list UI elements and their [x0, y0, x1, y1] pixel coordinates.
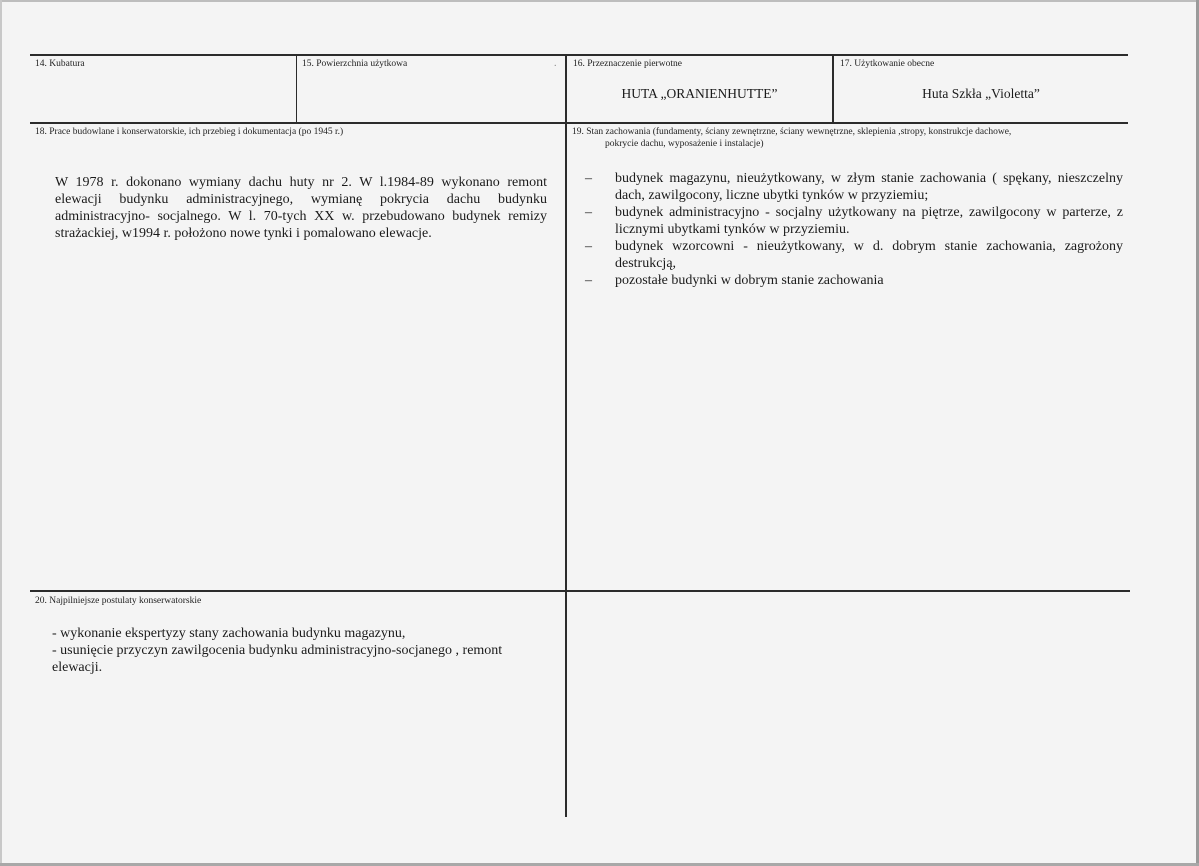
stray-mark: .: [554, 58, 557, 69]
list-item-text: pozostałe budynki w dobrym stanie zachowania: [615, 273, 884, 288]
field-20-label: 20. Najpilniejsze postulaty konserwatorskie: [35, 596, 202, 606]
list-item: [585, 204, 1123, 238]
rule-mid-upper: [30, 122, 1128, 124]
list-item: [585, 272, 1123, 289]
field-20-postulates: [52, 625, 522, 676]
list-item: [585, 170, 1123, 204]
field-19-label-line1: 19. Stan zachowania (fundamenty, ściany zewnętrzne, ściany wewnętrzne, sklepienia ,stropy, konstrukcje dachowe,: [572, 127, 1012, 137]
field-18-text: W 1978 r. dokonano wymiany dachu huty nr 2. W l.1984-89 wykonano remont elewacji budynku administracyjnego, wymianę pokrycia dachu budynku administracyjno- socjalnego. W l. 70-tych XX w. przebudowano budynek remizy strażackiej, w1994 r. położono nowe tynki i pomalowano elewacje.: [55, 175, 547, 241]
field-18-label: 18. Prace budowlane i konserwatorskie, ich przebieg i dokumentacja (po 1945 r.): [35, 127, 344, 137]
field-16-label: 16. Przeznaczenie pierwotne: [573, 59, 682, 69]
field-19-condition-list: [585, 170, 1123, 289]
field-16-value: HUTA „ORANIENHUTTE”: [621, 86, 778, 101]
list-item-text: budynek wzorcowni - nieużytkowany, w d. dobrym stanie zachowania, zagrożony destrukcją,: [615, 239, 1123, 271]
rule-top: [30, 54, 1128, 56]
list-item-text: budynek magazynu, nieużytkowany, w złym stanie zachowania ( spękany, nieszczelny dach, zawilgocony, liczne ubytki tynków w przyziemiu;: [615, 171, 1123, 203]
rule-mid-lower: [30, 590, 1130, 592]
field-17-value: Huta Szkła „Violetta”: [922, 86, 1040, 101]
list-dash: –: [585, 239, 592, 254]
postulate-line: - usunięcie przyczyn zawilgocenia budynku administracyjno-socjanego , remont elewacji.: [52, 643, 503, 675]
scan-edge-left: [0, 0, 2, 866]
field-14-label: 14. Kubatura: [35, 59, 85, 69]
field-17-label: 17. Użytkowanie obecne: [840, 59, 935, 69]
list-item-text: budynek administracyjno - socjalny użytkowany na piętrze, zawilgocony w parterze, z licznymi ubytkami tynków w przyziemiu.: [615, 205, 1123, 237]
scan-edge-top: [0, 0, 1199, 2]
list-item: [585, 238, 1123, 272]
postulate-line: - wykonanie ekspertyzy stany zachowania budynku magazynu,: [52, 626, 406, 641]
list-dash: –: [585, 205, 592, 220]
field-19-label-line2: pokrycie dachu, wyposażenie i instalacje): [605, 139, 764, 149]
field-15-label: 15. Powierzchnia użytkowa: [302, 59, 408, 69]
list-dash: –: [585, 171, 592, 186]
divider-15-16: [565, 55, 567, 817]
divider-14-15: [296, 55, 297, 123]
list-dash: –: [585, 273, 592, 288]
